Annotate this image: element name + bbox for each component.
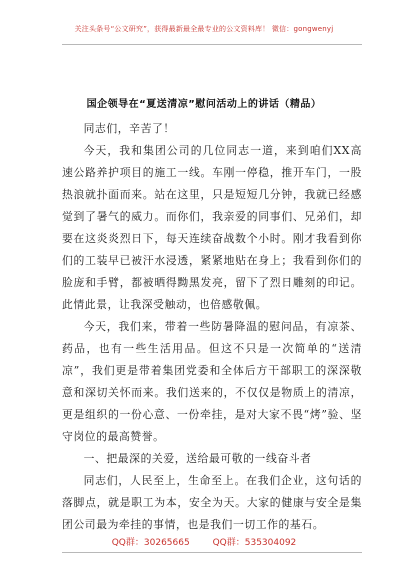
- footer-divider: [62, 552, 362, 553]
- header-banner: 关注头条号“公文研究”，获得最新最全最专业的公文资料库！ 微信：gongwenyj: [74, 25, 334, 33]
- document-body: [62, 118, 362, 536]
- header-divider: [62, 44, 362, 45]
- document-title: 国企领导在“夏送清凉”慰问活动上的讲话（精品）: [86, 99, 322, 110]
- paragraph: 今天，我和集团公司的几位同志一道，来到咱们XX高速公路养护项目的施工一线。车刚一停稳，推开车门，一股热浪就扑面而来。站在这里，只是短短几分钟，我就已经感觉到了暑气的威力。而你们，我亲爱的同事们、兄弟们，却要在这炎炎烈日下，每天连续奋战数个小时。刚才我看到你们的工装早已被汗水浸透，紧紧地贴在身上；我看到你们的脸庞和手臂，都被晒得黝黑发亮，留下了烈日雕刻的印记。此情此景，让我深受触动，也倍感敬佩。: [62, 144, 362, 311]
- paragraph: 今天，我们来，带着一些防暑降温的慰问品，有凉茶、药品，也有一些生活用品。但这不只是一次简单的“送清凉”，我们更是带着集团党委和全体后方干部职工的深深敬意和深切关怀而来。我们送来的，不仅仅是物质上的清凉，更是组织的一份心意、一份牵挂，是对大家不畏“烤”验、坚守岗位的最高赞誉。: [62, 320, 362, 443]
- paragraph-greeting: 同志们，辛苦了！: [83, 122, 175, 135]
- footer-qq-group-1: QQ群：30265665: [111, 538, 190, 548]
- footer-qq-group-2: QQ群：535304092: [212, 538, 297, 548]
- paragraph: 同志们，人民至上，生命至上。在我们企业，这句话的落脚点，就是职工为本，安全为天。大家的健康与安全是集团公司最为牵挂的事情，也是我们一切工作的基石。: [62, 474, 362, 531]
- footer-contacts: [0, 535, 408, 548]
- section-heading: 一、把最深的关爱，送给最可敬的一线奋斗者: [83, 452, 312, 465]
